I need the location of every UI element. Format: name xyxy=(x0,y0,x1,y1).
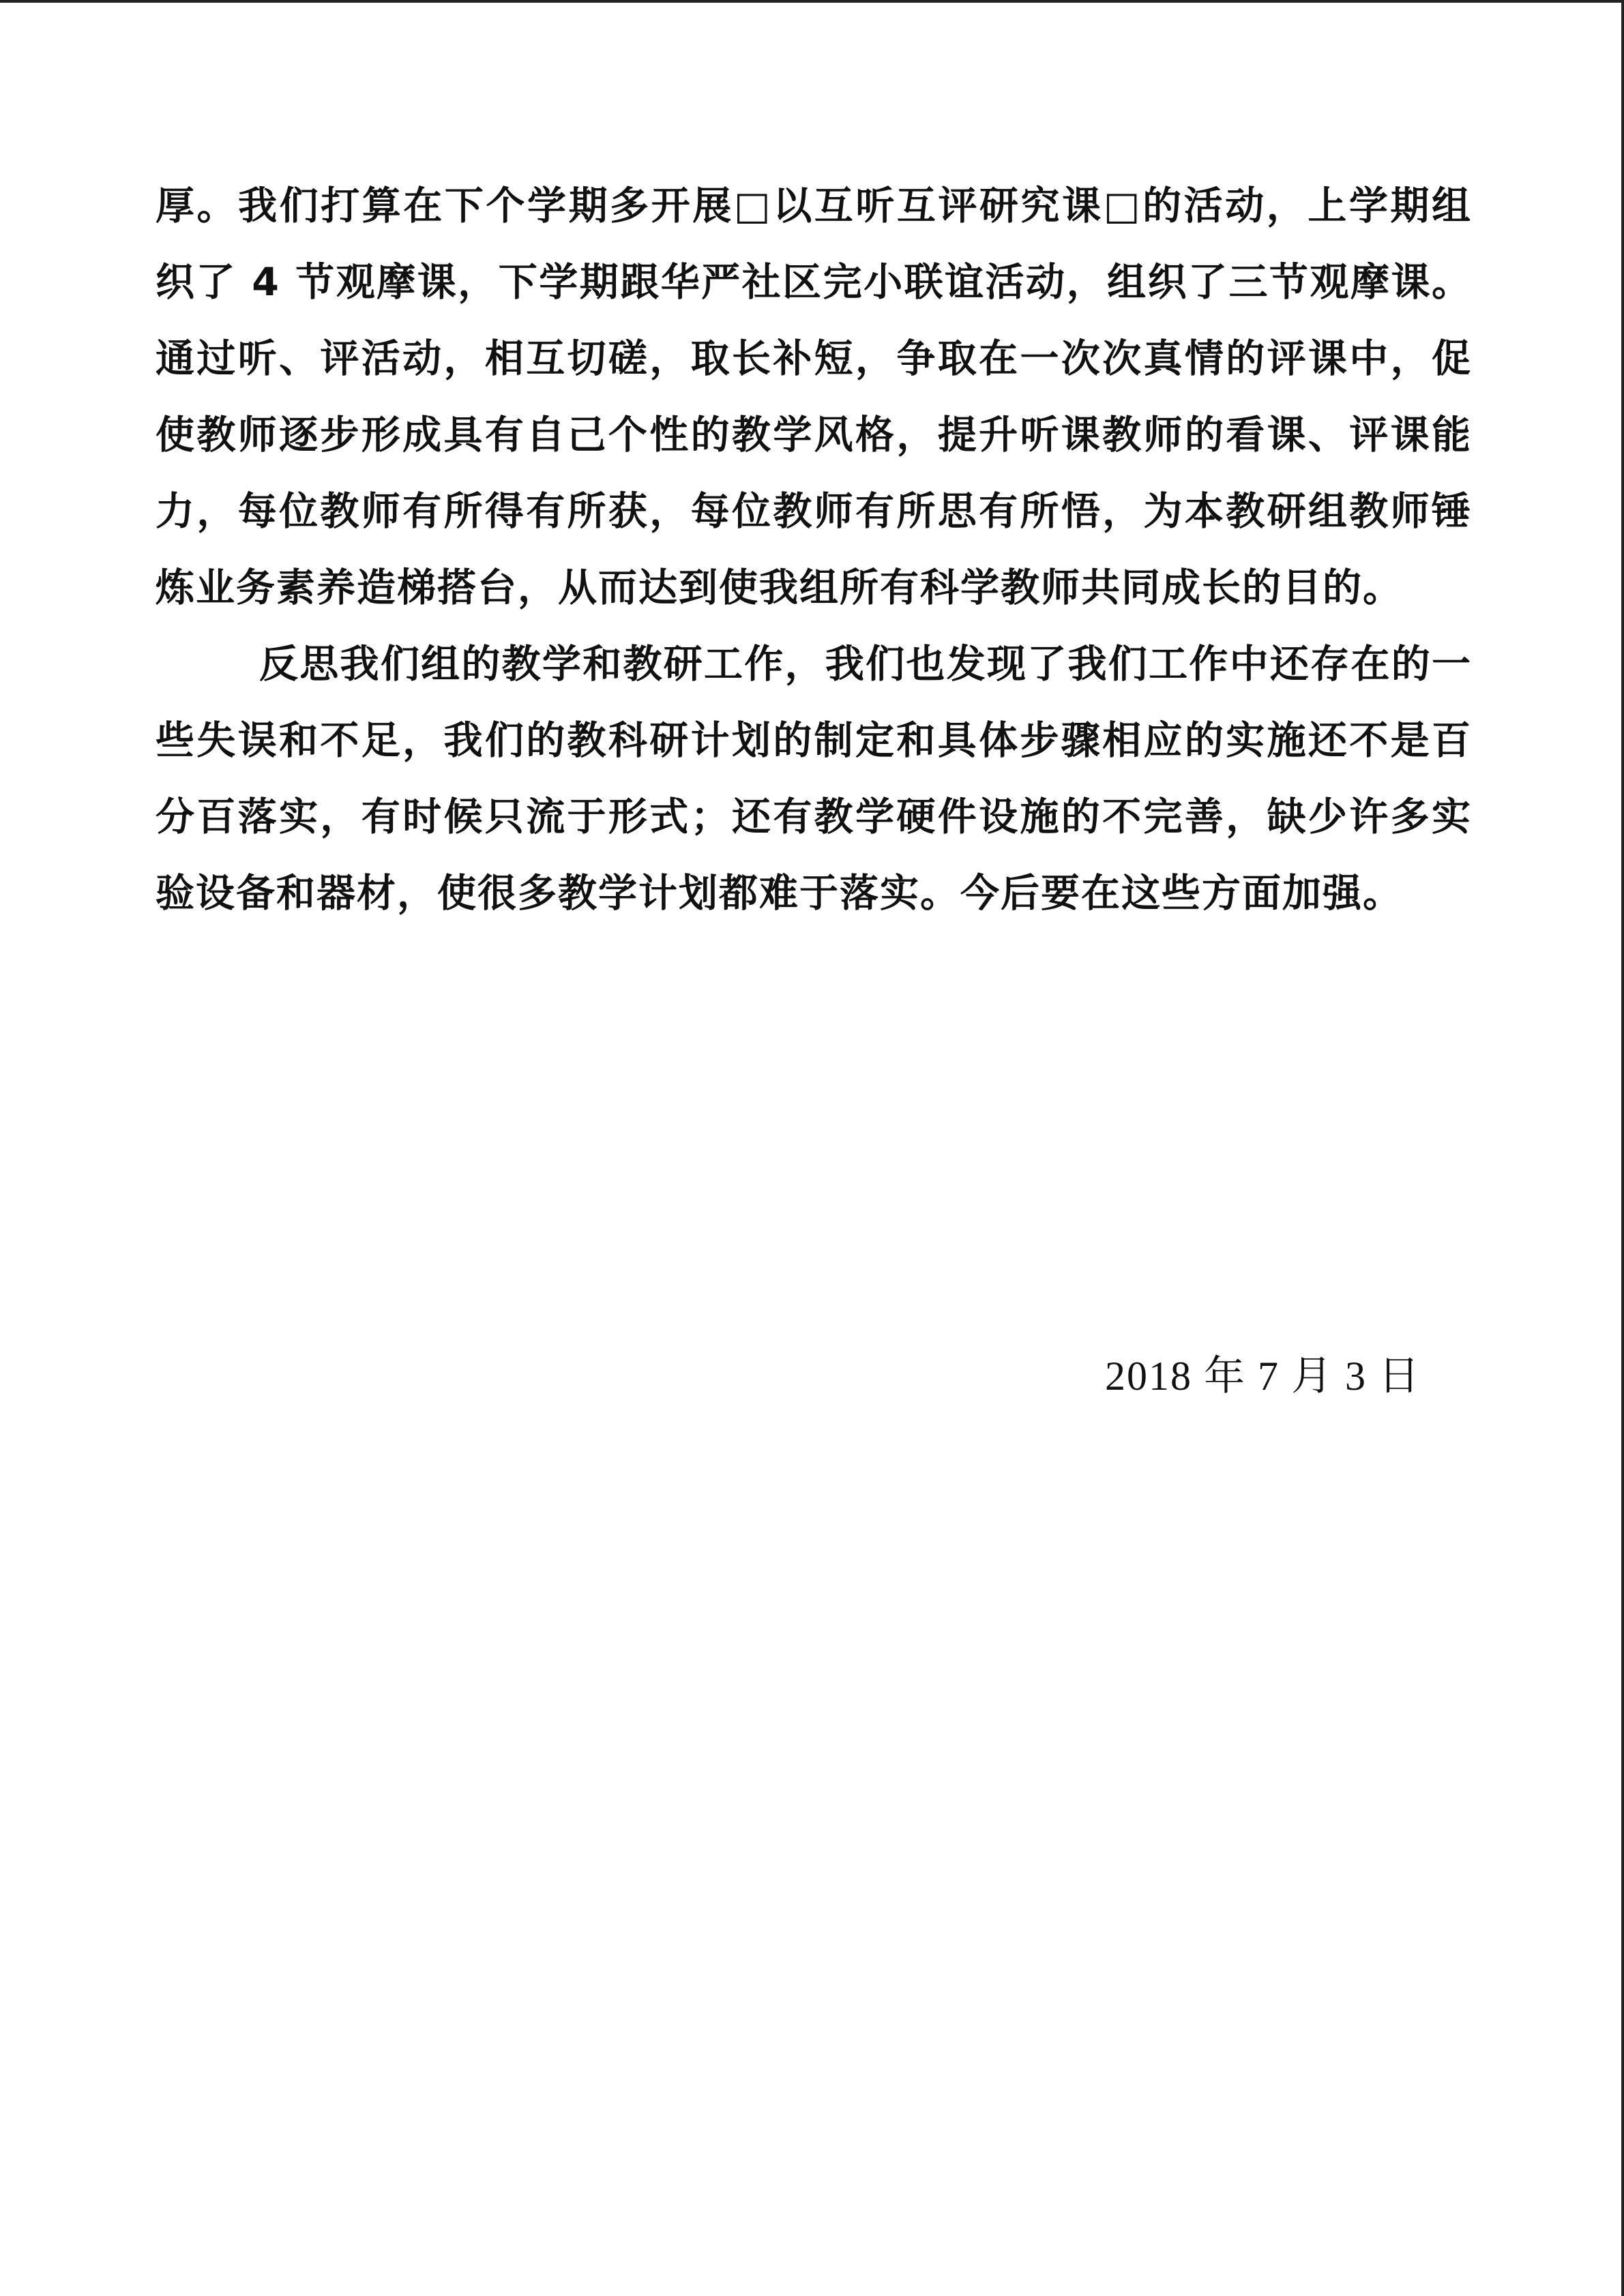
page-right-border xyxy=(1621,0,1624,2296)
document-date: 2018 年 7 月 3 日 xyxy=(1105,1354,1421,1399)
page-top-border xyxy=(0,0,1624,3)
paragraph-reflection: 反思我们组的教学和教研工作，我们也发现了我们工作中还存在的一些失误和不足，我们的教科研计划的制定和具体步骤相应的实施还不是百分百落实，有时候只流于形式；还有教学硬件设施的不完善，缺少许多实验设备和器材，使很多教学计划都难于落实。今后要在这些方面加强。 xyxy=(156,642,1472,916)
paragraph-continuation: 厚。我们打算在下个学期多开展□以互听互评研究课□的活动，上学期组织了 4 节观摩课，下学期跟华严社区完小联谊活动，组织了三节观摩课。通过听、评活动，相互切磋，取长补短，争取在一次次真情的评课中，促使教师逐步形成具有自己个性的教学风格，提升听课教师的看课、评课能力，每位教师有所得有所获，每位教师有所思有所悟，为本教研组教师锤炼业务素养造梯搭台，从而达到使我组所有科学教师共同成长的目的。 xyxy=(156,183,1472,610)
document-body xyxy=(156,168,1472,931)
